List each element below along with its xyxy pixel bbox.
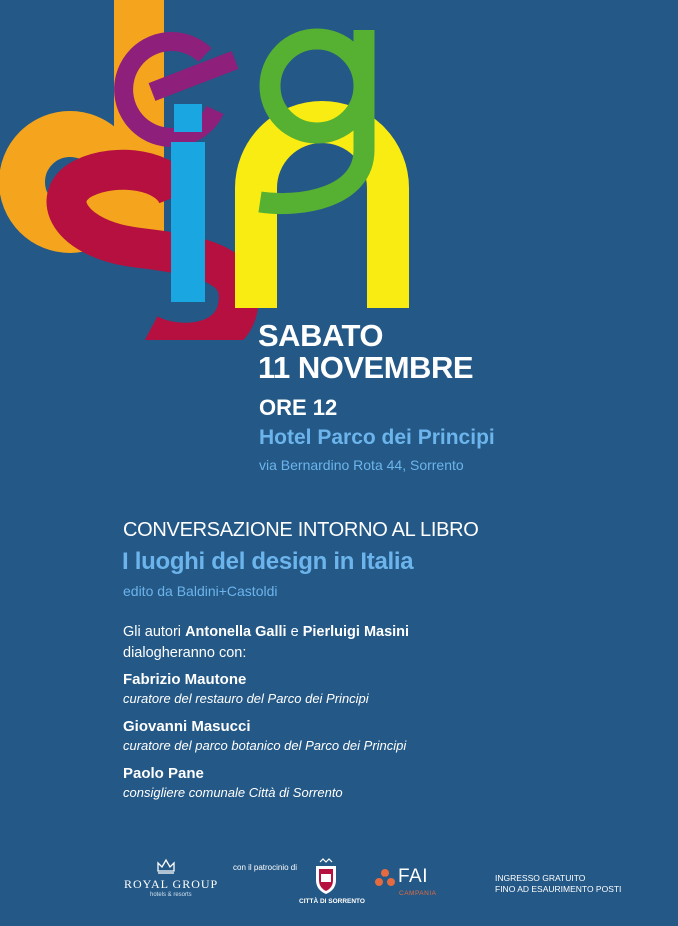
book-title: I luoghi del design in Italia — [122, 548, 414, 575]
speaker-role: curatore del parco botanico del Parco dei Principi — [123, 738, 407, 753]
speaker-name: Paolo Pane — [123, 765, 204, 782]
free-entry-note — [495, 873, 621, 895]
fai-campania-label: CAMPANIA — [399, 890, 437, 897]
event-weekday: SABATO — [258, 318, 384, 353]
author-2: Pierluigi Masini — [302, 624, 410, 640]
crest-icon — [311, 858, 341, 896]
venue-name: Hotel Parco dei Principi — [259, 426, 495, 449]
design-letters-artwork — [0, 0, 678, 340]
venue-address: via Bernardino Rota 44, Sorrento — [259, 457, 464, 473]
patronage-label: con il patrocinio di — [233, 863, 298, 872]
intro-and: e — [286, 624, 303, 640]
book-publisher: edito da Baldini+Castoldi — [123, 583, 278, 599]
intro-line-1 — [123, 622, 409, 643]
author-1: Antonella Galli — [185, 624, 287, 640]
speaker-role: consigliere comunale Città di Sorrento — [123, 785, 343, 800]
fai-logo-text: FAI — [398, 866, 429, 887]
royal-group-logo-text: ROYAL GROUP — [124, 877, 219, 891]
intro-prefix: Gli autori — [123, 624, 186, 640]
event-kicker: CONVERSAZIONE INTORNO AL LIBRO — [123, 519, 479, 541]
intro-line-2: dialogheranno con: — [123, 645, 247, 661]
speaker-name: Fabrizio Mautone — [123, 671, 247, 688]
crown-icon — [156, 858, 176, 874]
fai-logo-icon — [374, 868, 396, 890]
letter-s-crimson — [67, 170, 239, 340]
intro-text — [123, 622, 409, 664]
event-date: 11 NOVEMBRE — [258, 350, 474, 385]
royal-group-subtitle: hotels & resorts — [150, 892, 192, 898]
free-entry-line-2: FINO AD ESAURIMENTO POSTI — [495, 884, 622, 894]
free-entry-line-1: INGRESSO GRATUITO — [495, 873, 586, 883]
speaker-name: Giovanni Masucci — [123, 718, 251, 735]
citta-sorrento-label: CITTÀ DI SORRENTO — [299, 898, 365, 905]
event-time: ORE 12 — [259, 395, 338, 420]
speaker-role: curatore del restauro del Parco dei Principi — [123, 691, 369, 706]
